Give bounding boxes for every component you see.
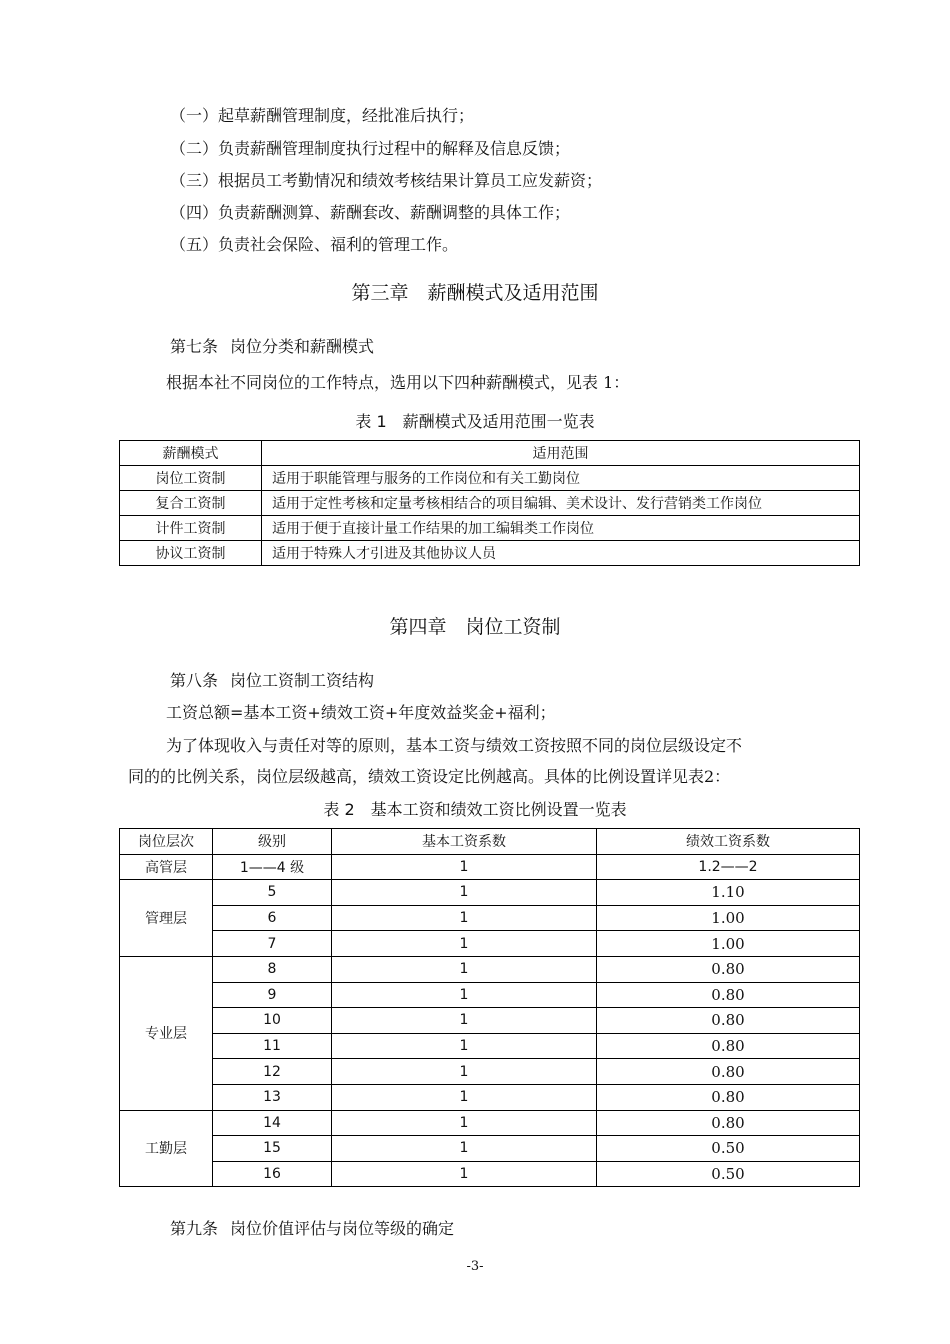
table-2 — [119, 828, 860, 1187]
grade-cell: 10 — [213, 1008, 332, 1034]
level-group-label: 管理层 — [120, 880, 213, 957]
base-coefficient-cell: 1 — [332, 1084, 597, 1110]
article-9-title: 岗位价值评估与岗位等级的确定 — [230, 1219, 455, 1238]
duty-item-3: （三）根据员工考勤情况和绩效考核结果计算员工应发薪资； — [170, 171, 603, 190]
table-1-cell: 计件工资制 — [120, 516, 262, 541]
grade-cell: 16 — [213, 1161, 332, 1187]
performance-coefficient-cell: 1.2——2 — [597, 854, 860, 880]
grade-cell: 9 — [213, 982, 332, 1008]
level-group-label: 高管层 — [120, 854, 213, 880]
duty-item-2: （二）负责薪酬管理制度执行过程中的解释及信息反馈； — [170, 139, 571, 158]
performance-coefficient-cell: 0.80 — [597, 956, 860, 982]
table-row — [120, 491, 860, 516]
article-7-text: 根据本社不同岗位的工作特点，选用以下四种薪酬模式，见表 1： — [166, 373, 630, 392]
base-coefficient-cell: 1 — [332, 982, 597, 1008]
table-row — [120, 982, 860, 1008]
table-row — [120, 1110, 860, 1136]
article-7-title: 岗位分类和薪酬模式 — [230, 337, 375, 356]
performance-coefficient-cell: 1.00 — [597, 905, 860, 931]
performance-coefficient-cell: 0.80 — [597, 1059, 860, 1085]
table-2-header: 绩效工资系数 — [597, 829, 860, 855]
article-8-paragraph-line-1: 为了体现收入与责任对等的原则，基本工资与绩效工资按照不同的岗位层级设定不 — [166, 736, 743, 755]
table-1 — [119, 440, 860, 566]
table-row — [120, 931, 860, 957]
table-row — [120, 1033, 860, 1059]
duty-item-4: （四）负责薪酬测算、薪酬套改、薪酬调整的具体工作； — [170, 203, 571, 222]
duty-item-5: （五）负责社会保险、福利的管理工作。 — [170, 235, 459, 254]
article-8-heading — [170, 670, 374, 692]
table-row — [120, 1084, 860, 1110]
base-coefficient-cell: 1 — [332, 905, 597, 931]
chapter-3-title: 第三章 薪酬模式及适用范围 — [351, 282, 599, 304]
table-row — [120, 1059, 860, 1085]
table-2-caption: 表 2 基本工资和绩效工资比例设置一览表 — [323, 800, 627, 819]
base-coefficient-cell: 1 — [332, 1136, 597, 1162]
performance-coefficient-cell: 0.80 — [597, 1008, 860, 1034]
table-2-header: 岗位层次 — [120, 829, 213, 855]
performance-coefficient-cell: 0.80 — [597, 1033, 860, 1059]
article-7-number: 第七条 — [170, 337, 219, 356]
table-1-header: 适用范围 — [262, 441, 860, 466]
grade-cell: 1——4 级 — [213, 854, 332, 880]
article-8-formula: 工资总额=基本工资+绩效工资+年度效益奖金+福利； — [166, 703, 556, 722]
level-group-label: 工勤层 — [120, 1110, 213, 1187]
table-1-cell: 协议工资制 — [120, 541, 262, 566]
article-9-number: 第九条 — [170, 1219, 219, 1238]
grade-cell: 15 — [213, 1136, 332, 1162]
table-row — [120, 880, 860, 906]
article-9-heading — [170, 1218, 454, 1240]
performance-coefficient-cell: 0.50 — [597, 1136, 860, 1162]
table-1-cell: 适用于定性考核和定量考核相结合的项目编辑、美术设计、发行营销类工作岗位 — [262, 491, 860, 516]
performance-coefficient-cell: 0.80 — [597, 1110, 860, 1136]
grade-cell: 11 — [213, 1033, 332, 1059]
grade-cell: 14 — [213, 1110, 332, 1136]
table-row — [120, 541, 860, 566]
duty-item-1: （一）起草薪酬管理制度，经批准后执行； — [170, 106, 475, 125]
table-1-cell: 适用于特殊人才引进及其他协议人员 — [262, 541, 860, 566]
table-1-cell: 适用于职能管理与服务的工作岗位和有关工勤岗位 — [262, 466, 860, 491]
table-1-caption: 表 1 薪酬模式及适用范围一览表 — [355, 412, 595, 431]
performance-coefficient-cell: 1.10 — [597, 880, 860, 906]
level-group-label: 专业层 — [120, 956, 213, 1110]
table-1-cell: 适用于便于直接计量工作结果的加工编辑类工作岗位 — [262, 516, 860, 541]
table-row — [120, 466, 860, 491]
table-row — [120, 1136, 860, 1162]
grade-cell: 6 — [213, 905, 332, 931]
table-row — [120, 905, 860, 931]
base-coefficient-cell: 1 — [332, 1033, 597, 1059]
base-coefficient-cell: 1 — [332, 956, 597, 982]
table-row — [120, 1008, 860, 1034]
performance-coefficient-cell: 0.80 — [597, 982, 860, 1008]
table-1-cell: 复合工资制 — [120, 491, 262, 516]
article-8-number: 第八条 — [170, 671, 219, 690]
performance-coefficient-cell: 1.00 — [597, 931, 860, 957]
base-coefficient-cell: 1 — [332, 880, 597, 906]
table-1-header: 薪酬模式 — [120, 441, 262, 466]
table-row — [120, 1161, 860, 1187]
base-coefficient-cell: 1 — [332, 854, 597, 880]
table-1-header-row — [120, 441, 860, 466]
base-coefficient-cell: 1 — [332, 1008, 597, 1034]
base-coefficient-cell: 1 — [332, 931, 597, 957]
performance-coefficient-cell: 0.80 — [597, 1084, 860, 1110]
base-coefficient-cell: 1 — [332, 1161, 597, 1187]
table-2-header: 级别 — [213, 829, 332, 855]
base-coefficient-cell: 1 — [332, 1110, 597, 1136]
table-2-header: 基本工资系数 — [332, 829, 597, 855]
grade-cell: 5 — [213, 880, 332, 906]
base-coefficient-cell: 1 — [332, 1059, 597, 1085]
chapter-4-title: 第四章 岗位工资制 — [389, 616, 561, 638]
table-row — [120, 854, 860, 880]
table-2-header-row — [120, 829, 860, 855]
grade-cell: 8 — [213, 956, 332, 982]
grade-cell: 13 — [213, 1084, 332, 1110]
table-row — [120, 516, 860, 541]
grade-cell: 12 — [213, 1059, 332, 1085]
table-row — [120, 956, 860, 982]
table-1-cell: 岗位工资制 — [120, 466, 262, 491]
performance-coefficient-cell: 0.50 — [597, 1161, 860, 1187]
grade-cell: 7 — [213, 931, 332, 957]
page-number: -3- — [466, 1259, 484, 1274]
article-7-heading — [170, 336, 374, 358]
article-8-title: 岗位工资制工资结构 — [230, 671, 375, 690]
article-8-paragraph-line-2: 同的的比例关系，岗位层级越高，绩效工资设定比例越高。具体的比例设置详见表2： — [128, 767, 731, 786]
